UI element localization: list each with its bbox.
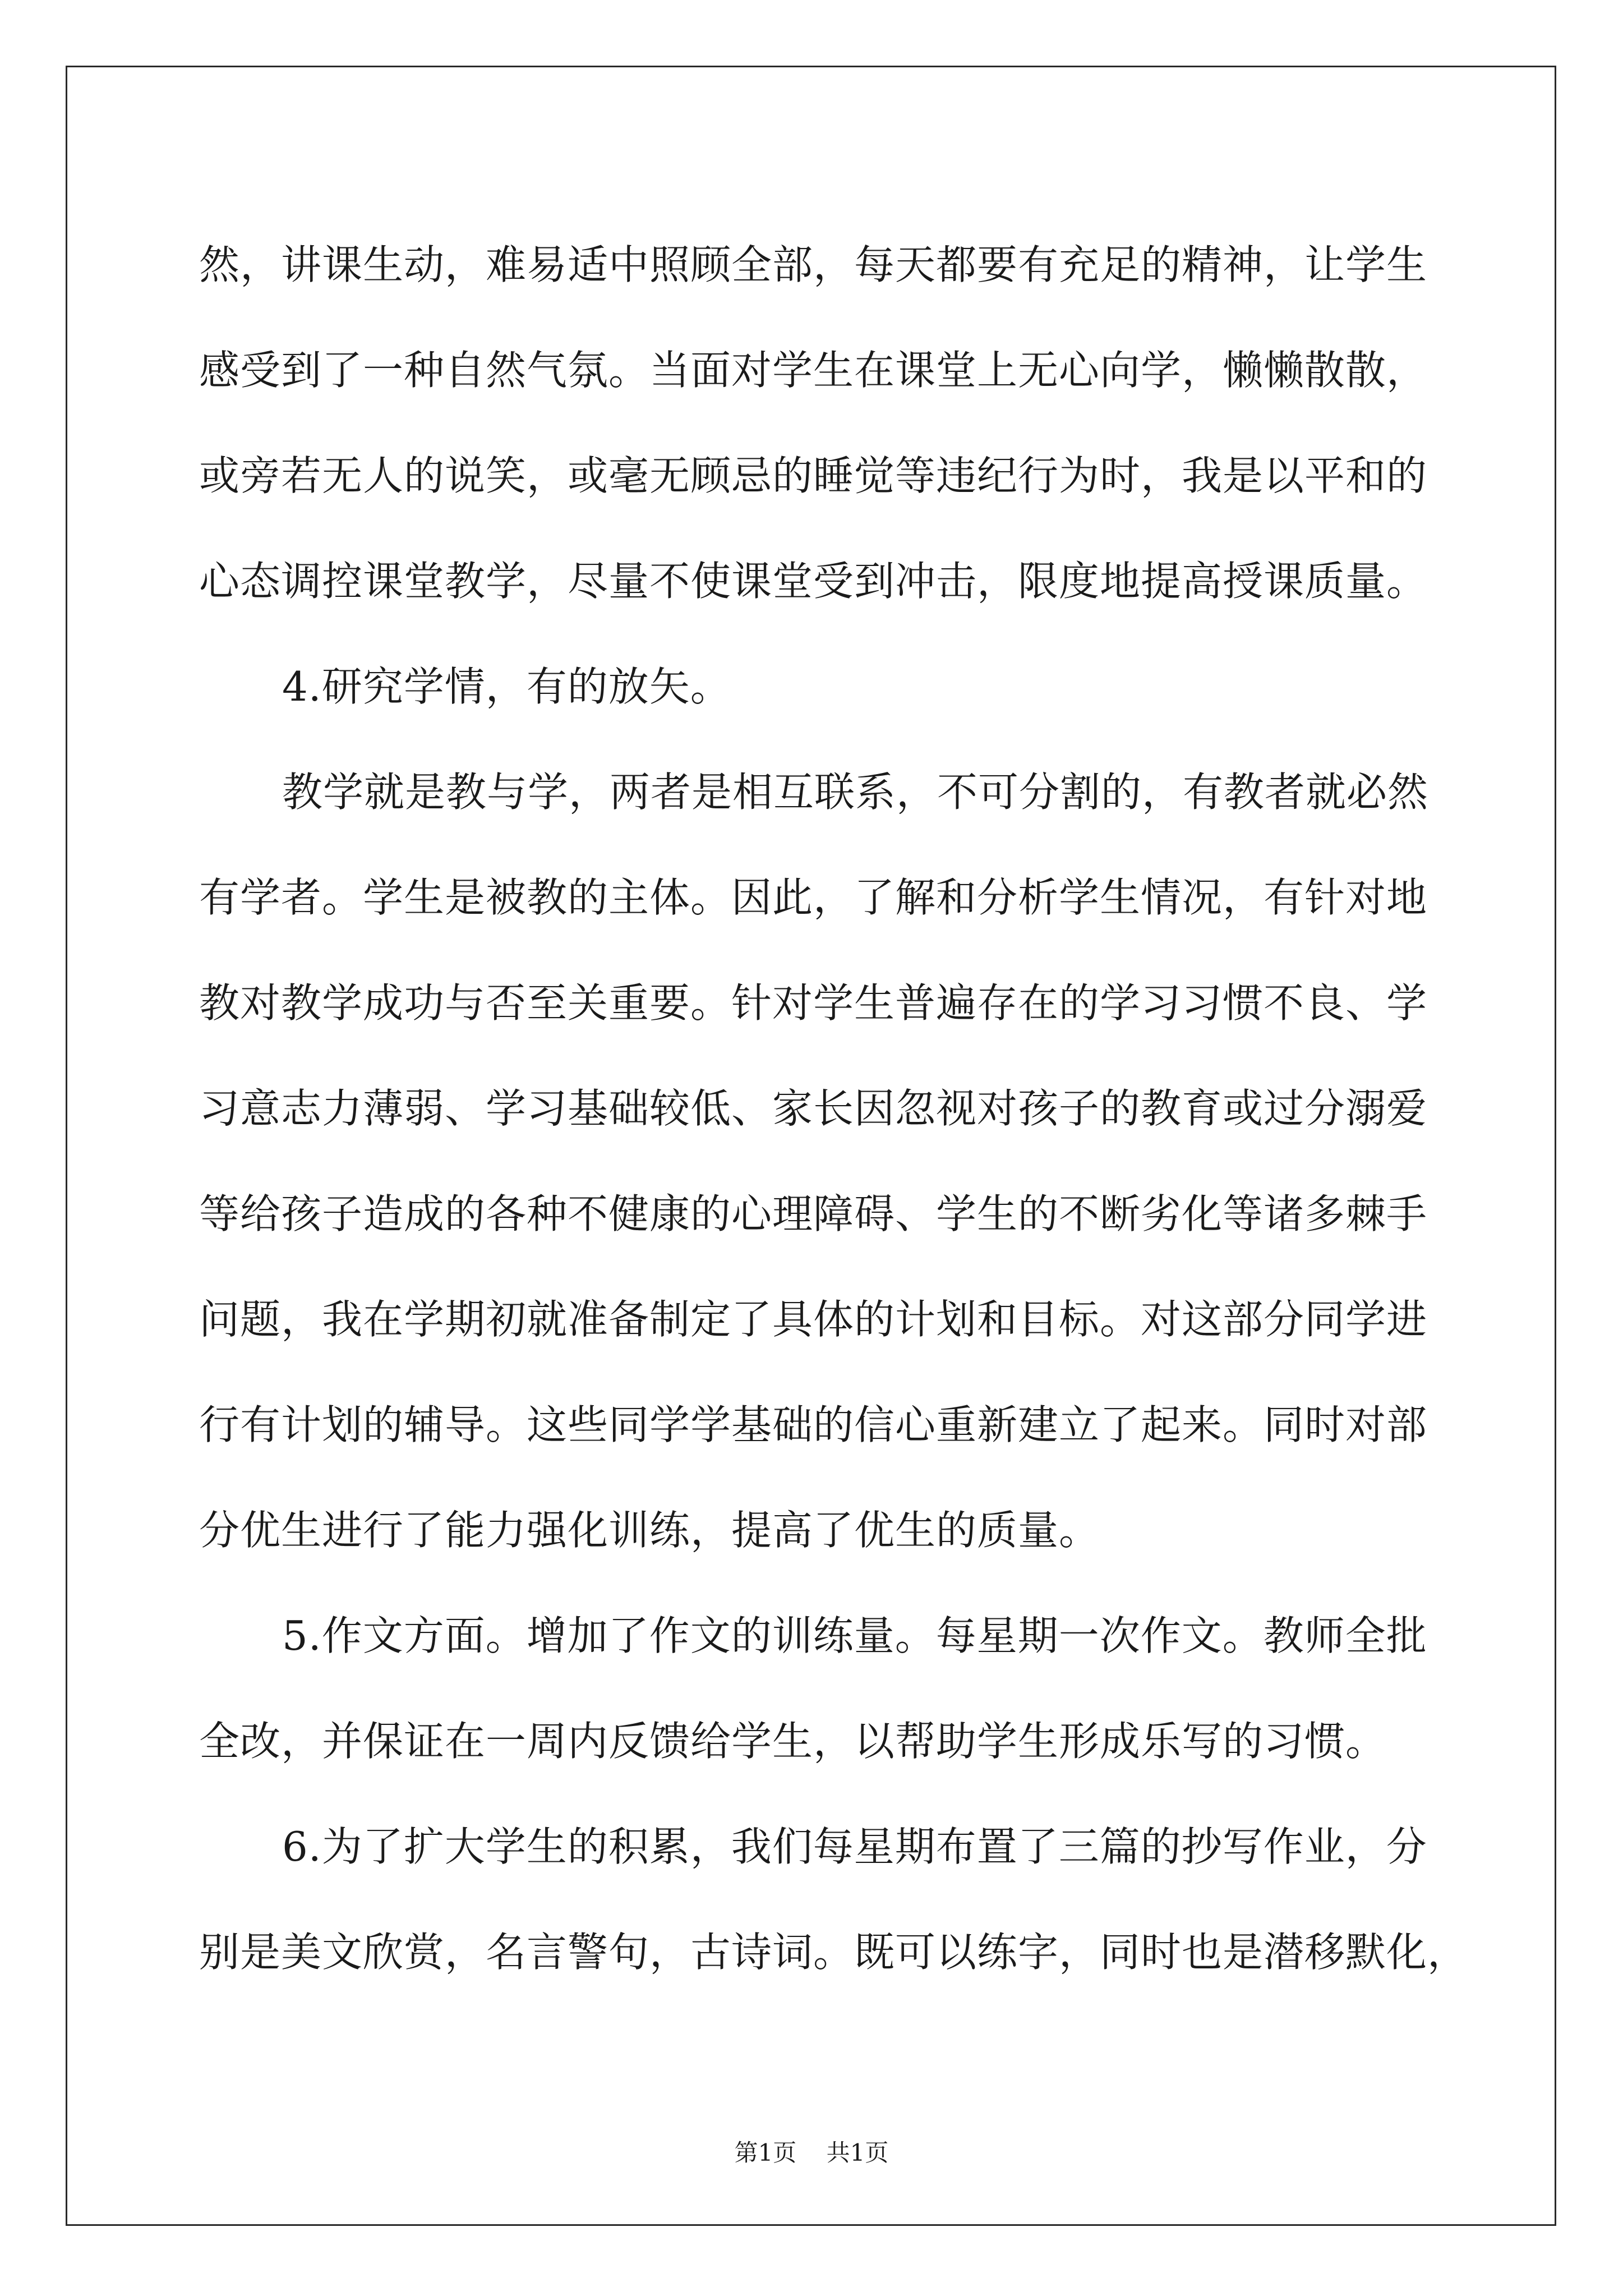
text-line-15: 全改，并保证在一周内反馈给学生，以帮助学生形成乐写的习惯。	[199, 1718, 1387, 1765]
text-line-12: 行有计划的辅导。这些同学学基础的信心重新建立了起来。同时对部	[199, 1401, 1428, 1448]
text-line-4: 心态调控课堂教学，尽量不使课堂受到冲击，限度地提高授课质量。	[199, 558, 1428, 605]
text-line-2: 感受到了一种自然气氛。当面对学生在课堂上无心向学，懒懒散散，	[199, 347, 1428, 394]
text-line-9: 习意志力薄弱、学习基础较低、家长因忽视对孩子的教育或过分溺爱	[199, 1085, 1428, 1132]
text-line-6: 教学就是教与学，两者是相互联系，不可分割的，有教者就必然	[282, 769, 1429, 816]
text-line-17: 别是美文欣赏，名言警句，古诗词。既可以练字，同时也是潜移默化，	[199, 1929, 1469, 1976]
page-number-footer: 第1页 共1页	[734, 2139, 889, 2166]
section-heading-5: 5.作文方面。增加了作文的训练量。每星期一次作文。教师全批	[282, 1612, 1427, 1659]
document-body	[199, 212, 1469, 2005]
text-line-13: 分优生进行了能力强化训练，提高了优生的质量。	[199, 1507, 1100, 1554]
text-line-3: 或旁若无人的说笑，或毫无顾忌的睡觉等违纪行为时，我是以平和的	[199, 452, 1428, 499]
text-line-11: 问题，我在学期初就准备制定了具体的计划和目标。对这部分同学进	[199, 1296, 1428, 1343]
text-line-7: 有学者。学生是被教的主体。因此，了解和分析学生情况，有针对地	[199, 874, 1428, 921]
text-line-1: 然，讲课生动，难易适中照顾全部，每天都要有充足的精神，让学生	[199, 241, 1428, 288]
section-heading-6: 6.为了扩大学生的积累，我们每星期布置了三篇的抄写作业，分	[282, 1823, 1427, 1870]
text-line-10: 等给孩子造成的各种不健康的心理障碍、学生的不断劣化等诸多棘手	[199, 1190, 1428, 1237]
section-heading-4: 4.研究学情，有的放矢。	[282, 663, 731, 710]
text-line-8: 教对教学成功与否至关重要。针对学生普遍存在的学习习惯不良、学	[199, 979, 1428, 1027]
